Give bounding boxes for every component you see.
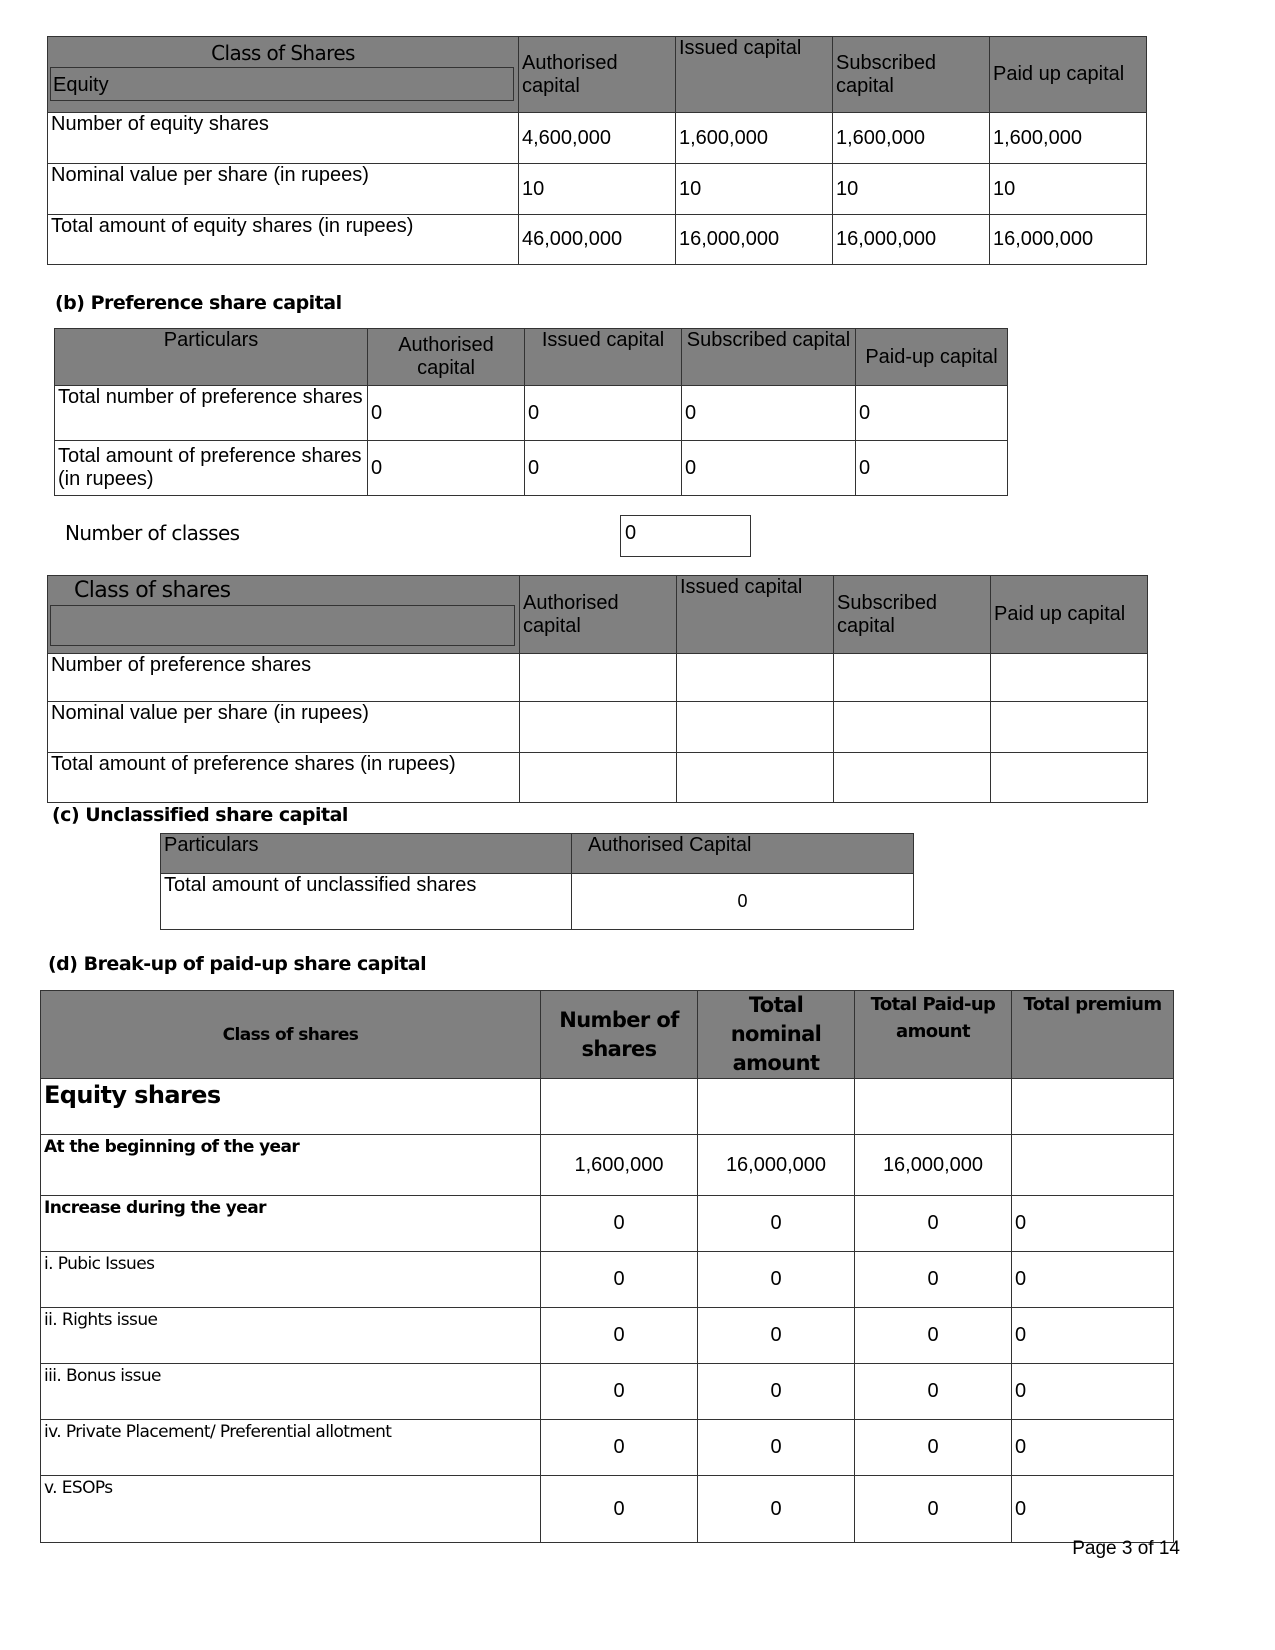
class-of-shares-field[interactable]: Equity <box>50 67 514 101</box>
cell-value[interactable]: 0 <box>698 1252 855 1308</box>
table-row <box>48 654 1148 702</box>
row-label: i. Pubic Issues <box>41 1252 541 1308</box>
column-header: Total premium <box>1012 991 1174 1079</box>
cell-value[interactable] <box>677 702 834 753</box>
cell-value[interactable]: 10 <box>676 164 833 215</box>
column-header: Paid up capital <box>991 576 1148 654</box>
column-header: Authorised capital <box>519 37 676 113</box>
table-row <box>41 1364 1174 1420</box>
cell-value[interactable]: 16,000,000 <box>698 1135 855 1196</box>
class-of-shares-label: Class of shares <box>74 578 231 603</box>
row-label: Total amount of equity shares (in rupees) <box>48 215 519 265</box>
cell-value[interactable]: 46,000,000 <box>519 215 676 265</box>
table-row <box>41 1079 1174 1135</box>
cell-value[interactable] <box>991 654 1148 702</box>
cell-value[interactable] <box>991 753 1148 803</box>
cell-value[interactable]: 0 <box>698 1420 855 1476</box>
table-row <box>41 1252 1174 1308</box>
equity-share-capital-table <box>47 36 1147 265</box>
row-label: Increase during the year <box>41 1196 541 1252</box>
cell-value[interactable]: 1,600,000 <box>990 113 1147 164</box>
row-label: Number of preference shares <box>48 654 520 702</box>
column-header: Issued capital <box>676 37 833 113</box>
number-of-classes-field[interactable]: 0 <box>620 515 751 557</box>
cell-value[interactable]: 0 <box>682 441 856 496</box>
cell-value <box>541 1079 698 1135</box>
cell-value[interactable]: 0 <box>541 1420 698 1476</box>
column-header: Issued capital <box>525 329 682 386</box>
cell-value[interactable] <box>520 654 677 702</box>
row-label: iii. Bonus issue <box>41 1364 541 1420</box>
row-label: Nominal value per share (in rupees) <box>48 164 519 215</box>
page-number: Page 3 of 14 <box>1072 1538 1180 1559</box>
table-row <box>41 1308 1174 1364</box>
cell-value[interactable]: 0 <box>1012 1308 1174 1364</box>
cell-value[interactable]: 16,000,000 <box>855 1135 1012 1196</box>
cell-value <box>698 1079 855 1135</box>
cell-value[interactable] <box>991 702 1148 753</box>
cell-value[interactable]: 0 <box>682 386 856 441</box>
row-label: Total amount of preference shares (in rupees) <box>55 441 368 496</box>
group-label: Equity shares <box>41 1079 541 1135</box>
number-of-classes-label: Number of classes <box>65 521 240 545</box>
cell-value[interactable]: 0 <box>698 1476 855 1543</box>
row-label: v. ESOPs <box>41 1476 541 1543</box>
class-of-shares-header <box>48 37 519 113</box>
table-row <box>161 874 914 930</box>
cell-value[interactable]: 16,000,000 <box>990 215 1147 265</box>
cell-value[interactable]: 0 <box>698 1364 855 1420</box>
row-label: iv. Private Placement/ Preferential allotment <box>41 1420 541 1476</box>
cell-value[interactable]: 0 <box>1012 1252 1174 1308</box>
section-title-preference: (b) Preference share capital <box>55 292 342 314</box>
cell-value[interactable] <box>520 702 677 753</box>
cell-value[interactable] <box>520 753 677 803</box>
cell-value[interactable]: 1,600,000 <box>541 1135 698 1196</box>
cell-value[interactable]: 1,600,000 <box>676 113 833 164</box>
cell-value[interactable]: 0 <box>1012 1476 1174 1543</box>
cell-value[interactable] <box>677 654 834 702</box>
column-header: Class of shares <box>41 991 541 1079</box>
table-row <box>48 702 1148 753</box>
column-header: Total Paid-up amount <box>855 991 1012 1079</box>
column-header: Subscribed capital <box>833 37 990 113</box>
cell-value <box>1012 1079 1174 1135</box>
row-label: Nominal value per share (in rupees) <box>48 702 520 753</box>
preference-class-table <box>47 575 1148 803</box>
cell-value[interactable] <box>834 753 991 803</box>
cell-value[interactable] <box>834 654 991 702</box>
cell-value[interactable] <box>677 753 834 803</box>
cell-value[interactable]: 10 <box>833 164 990 215</box>
cell-value[interactable]: 0 <box>855 1196 1012 1252</box>
table-row <box>41 1420 1174 1476</box>
row-label: At the beginning of the year <box>41 1135 541 1196</box>
cell-value[interactable]: 0 <box>855 1364 1012 1420</box>
cell-value[interactable]: 0 <box>541 1476 698 1543</box>
paid-up-breakup-table <box>40 990 1174 1543</box>
row-label: Total amount of preference shares (in rupees) <box>48 753 520 803</box>
column-header: Authorised capital <box>520 576 677 654</box>
cell-value[interactable]: 0 <box>1012 1364 1174 1420</box>
column-header: Paid-up capital <box>856 329 1008 386</box>
cell-value[interactable]: 0 <box>855 1308 1012 1364</box>
table-row <box>48 753 1148 803</box>
cell-value[interactable]: 16,000,000 <box>676 215 833 265</box>
cell-value[interactable]: 0 <box>1012 1420 1174 1476</box>
cell-value[interactable]: 0 <box>368 441 525 496</box>
cell-value[interactable] <box>834 702 991 753</box>
column-header: Issued capital <box>677 576 834 654</box>
table-row <box>41 1196 1174 1252</box>
cell-value[interactable]: 0 <box>855 1476 1012 1543</box>
cell-value[interactable]: 0 <box>525 386 682 441</box>
unclassified-share-table <box>160 833 914 930</box>
cell-value[interactable]: 1,600,000 <box>833 113 990 164</box>
class-of-shares-field[interactable] <box>50 605 515 646</box>
cell-value[interactable]: 0 <box>525 441 682 496</box>
table-row <box>55 441 1008 496</box>
table-row <box>48 113 1147 164</box>
column-header: Number of shares <box>541 991 698 1079</box>
table-row <box>55 386 1008 441</box>
cell-value[interactable]: 0 <box>856 386 1008 441</box>
table-row <box>48 215 1147 265</box>
cell-value[interactable]: 0 <box>1012 1196 1174 1252</box>
section-title-breakup: (d) Break-up of paid-up share capital <box>48 953 427 975</box>
column-header: Subscribed capital <box>834 576 991 654</box>
table-row <box>41 1135 1174 1196</box>
cell-value[interactable]: 0 <box>698 1308 855 1364</box>
column-header: Total nominal amount <box>698 991 855 1079</box>
column-header: Particulars <box>161 834 572 874</box>
column-header: Authorised capital <box>368 329 525 386</box>
column-header: Paid up capital <box>990 37 1147 113</box>
class-of-shares-label: Class of Shares <box>211 41 355 65</box>
cell-value[interactable]: 10 <box>519 164 676 215</box>
row-label: ii. Rights issue <box>41 1308 541 1364</box>
cell-value[interactable]: 0 <box>368 386 525 441</box>
cell-value[interactable]: 0 <box>856 441 1008 496</box>
cell-value[interactable] <box>1012 1135 1174 1196</box>
cell-value[interactable]: 0 <box>541 1196 698 1252</box>
cell-value <box>855 1079 1012 1135</box>
cell-value[interactable]: 0 <box>541 1308 698 1364</box>
cell-value[interactable]: 0 <box>855 1420 1012 1476</box>
cell-value[interactable]: 0 <box>855 1252 1012 1308</box>
preference-summary-table <box>54 328 1008 496</box>
section-title-unclassified: (c) Unclassified share capital <box>52 804 348 826</box>
table-row <box>41 1476 1174 1543</box>
cell-value[interactable]: 16,000,000 <box>833 215 990 265</box>
cell-value[interactable]: 0 <box>541 1252 698 1308</box>
column-header: Authorised Capital <box>572 834 914 874</box>
cell-value[interactable]: 0 <box>541 1364 698 1420</box>
row-label: Number of equity shares <box>48 113 519 164</box>
cell-value[interactable]: 10 <box>990 164 1147 215</box>
row-label: Total number of preference shares <box>55 386 368 441</box>
table-row <box>48 164 1147 215</box>
row-label: Total amount of unclassified shares <box>161 874 572 930</box>
class-of-shares-header <box>48 576 520 654</box>
cell-value[interactable]: 4,600,000 <box>519 113 676 164</box>
column-header: Subscribed capital <box>682 329 856 386</box>
cell-value[interactable]: 0 <box>572 874 914 930</box>
column-header: Particulars <box>55 329 368 386</box>
cell-value[interactable]: 0 <box>698 1196 855 1252</box>
